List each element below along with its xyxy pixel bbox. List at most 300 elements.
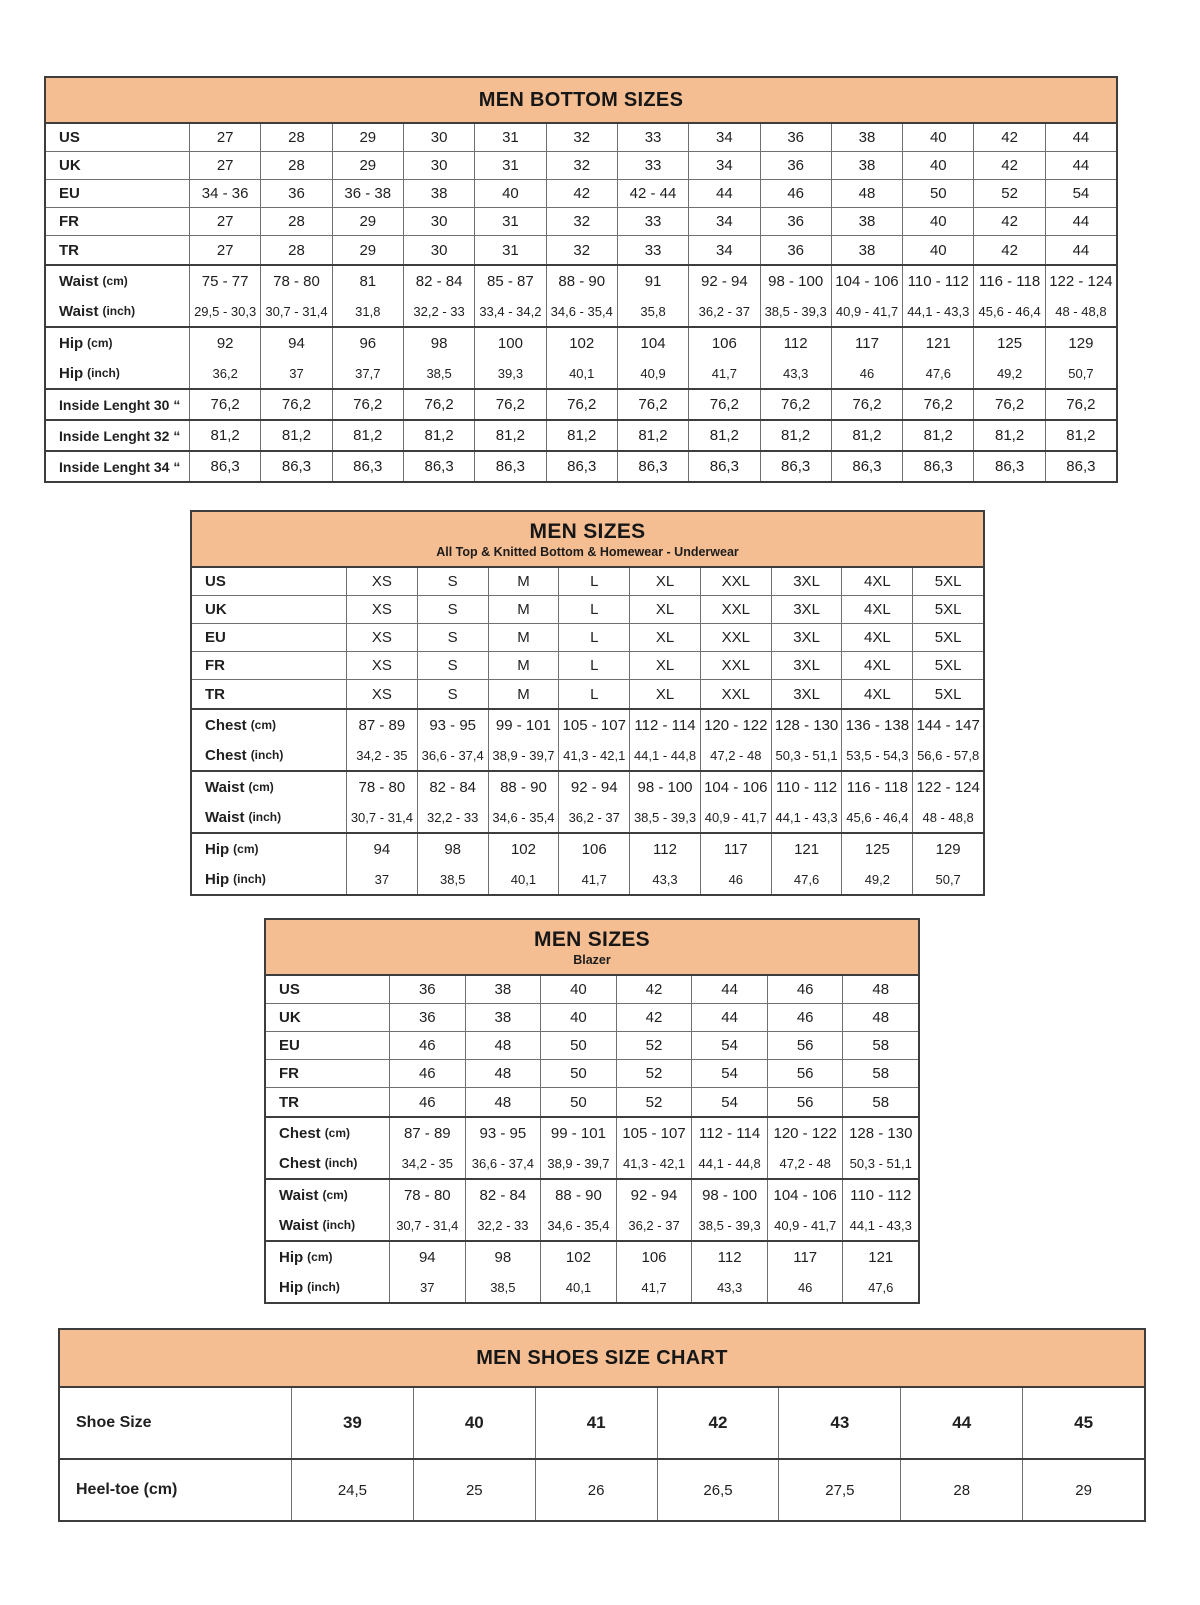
table-cell	[689, 452, 760, 481]
cell-value: 76,2	[1066, 396, 1096, 413]
cell-value: 121	[794, 840, 820, 858]
cell-value: 36	[418, 1009, 436, 1026]
row-label-text: Hip	[205, 840, 230, 858]
cell-value: 48 - 48,8	[922, 809, 974, 825]
table-cell	[347, 624, 418, 651]
cell-value: 58	[872, 1093, 890, 1111]
table-cell	[333, 390, 404, 419]
cell-value: 3XL	[793, 657, 820, 674]
cell-value: 45,6 - 46,4	[846, 809, 909, 825]
row-waist-cm	[46, 266, 1116, 296]
cell-value: 44	[716, 185, 733, 202]
table-cell	[842, 772, 913, 802]
table-cell	[489, 864, 560, 894]
row-eu	[192, 624, 983, 652]
table-cell	[466, 1088, 542, 1116]
cell-value: 102	[565, 1248, 591, 1266]
table-cell	[768, 1118, 844, 1148]
table-cell	[347, 802, 418, 832]
row-label	[192, 624, 347, 651]
row-tr	[192, 680, 983, 708]
row-group	[60, 1388, 1144, 1460]
cell-value: 47,6	[925, 365, 951, 381]
row-label-text: Waist	[59, 272, 99, 290]
cell-value: 28	[288, 129, 305, 146]
table-cell	[347, 772, 418, 802]
row-label	[46, 358, 190, 388]
table-title: MEN SIZES	[534, 927, 650, 951]
cell-value: 41,7	[581, 871, 607, 887]
table-cell	[974, 208, 1045, 235]
table-cell	[261, 452, 332, 481]
row-tr	[266, 1088, 918, 1116]
row-group	[46, 328, 1116, 390]
table-cell	[692, 1180, 768, 1210]
row-uk	[46, 152, 1116, 180]
table-cell	[547, 152, 618, 179]
cell-value: 34	[716, 157, 733, 174]
row-label-text: Inside Lenght 30 “	[59, 396, 181, 413]
cell-value: 76,2	[638, 396, 668, 413]
cell-value: 42	[708, 1413, 728, 1432]
table-cell	[913, 596, 983, 623]
table-cell	[842, 596, 913, 623]
cell-value: 75 - 77	[201, 272, 249, 290]
cell-value: 81,2	[781, 427, 811, 444]
row-label-text: Inside Lenght 32 “	[59, 427, 181, 444]
row-label	[46, 236, 190, 264]
row-label-text: Chest	[205, 716, 247, 734]
row-label	[60, 1460, 292, 1520]
table-cell	[689, 328, 760, 358]
cell-value: 28	[288, 213, 305, 230]
cell-value: 36	[787, 241, 804, 259]
row-label	[266, 1148, 390, 1178]
row-eu	[266, 1032, 918, 1060]
cell-value: 40	[464, 1413, 484, 1432]
row-label-text: US	[205, 573, 226, 590]
table-cell	[630, 772, 701, 802]
table-cell	[1046, 152, 1116, 179]
table-cell	[347, 710, 418, 740]
cell-value: XXL	[721, 629, 750, 646]
table-cell	[541, 1242, 617, 1272]
table-cell	[559, 680, 630, 708]
table-cell	[772, 624, 843, 651]
row-inside-lenght-34	[46, 452, 1116, 481]
table-cell	[630, 680, 701, 708]
table-cell	[843, 1032, 918, 1059]
table-cell	[843, 1148, 918, 1178]
cell-value: 94	[373, 840, 391, 858]
cell-value: 81,2	[495, 427, 525, 444]
cell-value: 38,5 - 39,3	[764, 303, 827, 319]
cell-value: 86,3	[923, 458, 953, 475]
table-cell	[832, 152, 903, 179]
table-cell	[974, 390, 1045, 419]
cell-value: 44	[952, 1413, 972, 1432]
cell-value: 121	[868, 1248, 894, 1266]
table-cell	[832, 296, 903, 326]
cell-value: 112	[717, 1248, 742, 1266]
row-label-text: TR	[279, 1093, 299, 1111]
table-cell	[333, 208, 404, 235]
table-cell	[701, 624, 772, 651]
table-cell	[772, 834, 843, 864]
cell-value: XL	[655, 657, 675, 674]
cell-value: 93 - 95	[429, 716, 477, 734]
table-cell	[475, 266, 546, 296]
cell-value: 94	[288, 334, 305, 352]
table-cell	[190, 452, 261, 481]
cell-value: 99 - 101	[495, 716, 551, 734]
cell-value: XL	[655, 573, 675, 590]
cell-value: 38,5	[426, 365, 452, 381]
table-cell	[761, 390, 832, 419]
table-cell	[541, 1180, 617, 1210]
table-cell	[761, 452, 832, 481]
table-cell	[190, 266, 261, 296]
row-label-unit: (inch)	[233, 872, 266, 886]
table-cell	[559, 624, 630, 651]
cell-value: 26,5	[703, 1481, 733, 1499]
cell-value: 81	[359, 272, 377, 290]
table-cell	[190, 208, 261, 235]
table-cell	[843, 1004, 918, 1031]
table-cell	[630, 568, 701, 595]
row-label-text: Hip	[205, 870, 230, 888]
table-cell	[630, 834, 701, 864]
table-cell	[692, 1272, 768, 1302]
cell-value: 92 - 94	[570, 778, 618, 796]
table-cell	[692, 1210, 768, 1240]
table-cell	[701, 864, 772, 894]
cell-value: M	[517, 601, 530, 618]
table-cell	[913, 568, 983, 595]
cell-value: 39	[342, 1413, 362, 1432]
table-header	[192, 512, 983, 568]
table-cell	[475, 180, 546, 207]
cell-value: 38,9 - 39,7	[492, 747, 555, 763]
row-label-text: Inside Lenght 34 “	[59, 458, 181, 475]
table-cell	[541, 1118, 617, 1148]
cell-value: 91	[644, 272, 662, 290]
cell-value: M	[517, 629, 530, 646]
table-cell	[974, 266, 1045, 296]
cell-value: 86,3	[852, 458, 882, 475]
cell-value: 76,2	[709, 396, 739, 413]
cell-value: 34,6 - 35,4	[547, 1217, 610, 1233]
table-cell	[701, 834, 772, 864]
cell-value: M	[517, 573, 530, 590]
cell-value: 31	[502, 157, 519, 174]
cell-value: 81,2	[709, 427, 739, 444]
cell-value: 34	[716, 129, 733, 146]
cell-value: 38	[430, 185, 448, 202]
row-label-unit: (inch)	[322, 1218, 356, 1232]
row-waist-cm	[266, 1180, 918, 1210]
table-cell	[692, 1032, 768, 1059]
table-cell	[190, 236, 261, 264]
table-cell	[618, 328, 689, 358]
table-cell	[404, 180, 475, 207]
row-label-unit: (inch)	[324, 1156, 358, 1170]
cell-value: 44	[721, 981, 738, 998]
row-label-text: US	[279, 981, 300, 998]
cell-value: 29	[1075, 1481, 1092, 1499]
table-cell	[832, 452, 903, 481]
table-cell	[903, 358, 974, 388]
cell-value: 47,2 - 48	[779, 1155, 831, 1171]
cell-value: 35,8	[640, 303, 666, 319]
cell-value: 29	[359, 129, 377, 146]
cell-value: 34	[716, 241, 733, 259]
table-title: MEN SHOES SIZE CHART	[476, 1346, 728, 1369]
cell-value: 3XL	[793, 573, 820, 590]
table-cell	[347, 680, 418, 708]
row-label	[266, 1242, 390, 1272]
row-label-unit: (cm)	[307, 1250, 333, 1264]
cell-value: 5XL	[934, 629, 962, 646]
cell-value: 125	[864, 840, 890, 858]
cell-value: 110 - 112	[775, 778, 838, 796]
cell-value: 112	[653, 840, 677, 858]
table-cell	[617, 1272, 693, 1302]
row-label	[192, 802, 347, 832]
table-cell	[768, 1032, 844, 1059]
table-cell	[617, 1148, 693, 1178]
cell-value: 44	[1072, 129, 1090, 146]
cell-value: 48	[872, 981, 890, 998]
table-cell	[541, 1210, 617, 1240]
cell-value: 34,6 - 35,4	[492, 809, 555, 825]
cell-value: 76,2	[923, 396, 953, 413]
table-cell	[292, 1388, 414, 1458]
cell-value: 120 - 122	[704, 716, 768, 734]
table-cell	[701, 740, 772, 770]
cell-value: 29	[359, 213, 377, 230]
table-cell	[333, 180, 404, 207]
table-cell	[772, 568, 843, 595]
row-label-text: UK	[205, 601, 227, 618]
cell-value: 86,3	[1066, 458, 1096, 475]
table-cell	[541, 1060, 617, 1087]
table-cell	[190, 328, 261, 358]
cell-value: S	[447, 573, 458, 590]
table-title: MEN BOTTOM SIZES	[478, 88, 684, 111]
table-cell	[541, 1148, 617, 1178]
cell-value: 3XL	[793, 685, 820, 703]
cell-value: 29	[359, 241, 377, 259]
table-cell	[390, 1148, 466, 1178]
row-group	[266, 1118, 918, 1180]
row-label	[46, 180, 190, 207]
cell-value: 32	[573, 241, 591, 259]
table-cell	[404, 296, 475, 326]
cell-value: L	[590, 629, 599, 646]
row-us	[46, 124, 1116, 152]
table-cell	[390, 1210, 466, 1240]
table-cell	[842, 710, 913, 740]
cell-value: 78 - 80	[403, 1186, 451, 1204]
cell-value: 38	[494, 981, 512, 998]
cell-value: 40,9	[640, 365, 666, 381]
cell-value: 104 - 106	[704, 778, 768, 796]
table-cell	[689, 180, 760, 207]
cell-value: 58	[872, 1065, 890, 1082]
cell-value: 117	[855, 334, 879, 352]
cell-value: 36,6 - 37,4	[421, 747, 484, 763]
table-cell	[333, 266, 404, 296]
row-group	[266, 976, 918, 1118]
cell-value: 30,7 - 31,4	[265, 303, 328, 319]
cell-value: S	[447, 601, 458, 618]
cell-value: 86,3	[281, 458, 312, 475]
table-cell	[489, 568, 560, 595]
table-cell	[404, 152, 475, 179]
table-cell	[418, 624, 489, 651]
cell-value: 38	[858, 129, 876, 146]
table-cell	[559, 568, 630, 595]
cell-value: 121	[925, 334, 951, 352]
table-cell	[618, 296, 689, 326]
row-label	[46, 296, 190, 326]
cell-value: M	[517, 657, 530, 674]
row-label-text: Waist	[279, 1186, 319, 1204]
table-cell	[761, 152, 832, 179]
table-cell	[761, 124, 832, 151]
row-label-unit: (cm)	[250, 718, 277, 732]
table-cell	[261, 152, 332, 179]
table-cell	[658, 1388, 780, 1458]
row-waist-cm	[192, 772, 983, 802]
cell-value: 122 - 124	[1049, 272, 1113, 290]
cell-value: 46	[796, 981, 814, 998]
table-cell	[1046, 236, 1116, 264]
table-cell	[1023, 1460, 1144, 1520]
cell-value: 50	[570, 1037, 587, 1054]
cell-value: 45	[1074, 1413, 1094, 1432]
table-cell	[842, 834, 913, 864]
table-cell	[843, 1118, 918, 1148]
row-label	[192, 834, 347, 864]
table-cell	[768, 1210, 844, 1240]
table-cell	[843, 1180, 918, 1210]
row-label-text: UK	[59, 157, 81, 174]
cell-value: 102	[510, 840, 536, 858]
cell-value: 48	[858, 185, 876, 202]
cell-value: 4XL	[864, 601, 891, 618]
cell-value: 54	[721, 1093, 738, 1111]
table-cell	[618, 421, 689, 450]
table-cell	[1046, 390, 1116, 419]
row-inside-lenght-32	[46, 421, 1116, 450]
table-cell	[689, 152, 760, 179]
row-label-text: EU	[205, 629, 226, 646]
cell-value: 92	[216, 334, 234, 352]
row-label	[192, 710, 347, 740]
cell-value: 76,2	[424, 396, 454, 413]
cell-value: 43,3	[783, 365, 809, 381]
table-cell	[768, 1180, 844, 1210]
cell-value: 98 - 100	[702, 1186, 758, 1204]
table-cell	[768, 1242, 844, 1272]
row-label-unit: (inch)	[250, 748, 284, 762]
cell-value: S	[447, 685, 458, 703]
table-cell	[903, 266, 974, 296]
table-cell	[559, 864, 630, 894]
cell-value: 44	[1072, 157, 1090, 174]
cell-value: 41,3 - 42,1	[563, 747, 626, 763]
row-group	[46, 421, 1116, 452]
row-label-text: Waist	[279, 1216, 319, 1234]
cell-value: 49,2	[996, 365, 1023, 381]
table-cell	[404, 236, 475, 264]
table-cell	[347, 568, 418, 595]
table-cell	[333, 152, 404, 179]
table-cell	[913, 680, 983, 708]
cell-value: 28	[288, 157, 305, 174]
cell-value: 33	[644, 213, 662, 230]
cell-value: 44,1 - 43,3	[849, 1217, 912, 1233]
table-cell	[761, 421, 832, 450]
table-cell	[689, 358, 760, 388]
cell-value: 4XL	[864, 573, 891, 590]
cell-value: 116 - 118	[979, 272, 1041, 290]
table-cell	[1046, 358, 1116, 388]
table-cell	[832, 180, 903, 207]
row-hip-inch	[192, 864, 983, 894]
table-cell	[617, 1032, 693, 1059]
cell-value: 56	[796, 1065, 814, 1082]
table-cell	[475, 390, 546, 419]
table-cell	[475, 358, 546, 388]
cell-value: XL	[655, 629, 675, 646]
table-cell	[1046, 208, 1116, 235]
table-cell	[768, 1060, 844, 1087]
row-label-text: Chest	[205, 746, 247, 764]
table-cell	[630, 596, 701, 623]
table-cell	[658, 1460, 780, 1520]
table-cell	[390, 1118, 466, 1148]
cell-value: 28	[953, 1481, 971, 1499]
table-cell	[190, 358, 261, 388]
row-us	[266, 976, 918, 1004]
row-label	[46, 152, 190, 179]
table-cell	[466, 1148, 542, 1178]
row-label-text: Chest	[279, 1154, 321, 1172]
table-cell	[903, 390, 974, 419]
cell-value: 44,1 - 44,8	[633, 747, 697, 763]
table-cell	[974, 358, 1045, 388]
table-cell	[761, 236, 832, 264]
table-cell	[190, 124, 261, 151]
cell-value: 40	[502, 185, 519, 202]
table-cell	[768, 1004, 844, 1031]
row-label-text: Hip	[59, 364, 84, 382]
cell-value: 42	[1001, 213, 1018, 230]
cell-value: 78 - 80	[273, 272, 320, 290]
cell-value: 47,6	[868, 1279, 894, 1295]
row-label	[266, 1032, 390, 1059]
cell-value: XXL	[721, 601, 750, 618]
cell-value: XS	[371, 685, 392, 703]
table-cell	[536, 1460, 658, 1520]
table-cell	[1046, 124, 1116, 151]
cell-value: 40	[929, 213, 947, 230]
cell-value: 86,3	[353, 458, 383, 475]
table-cell	[832, 328, 903, 358]
